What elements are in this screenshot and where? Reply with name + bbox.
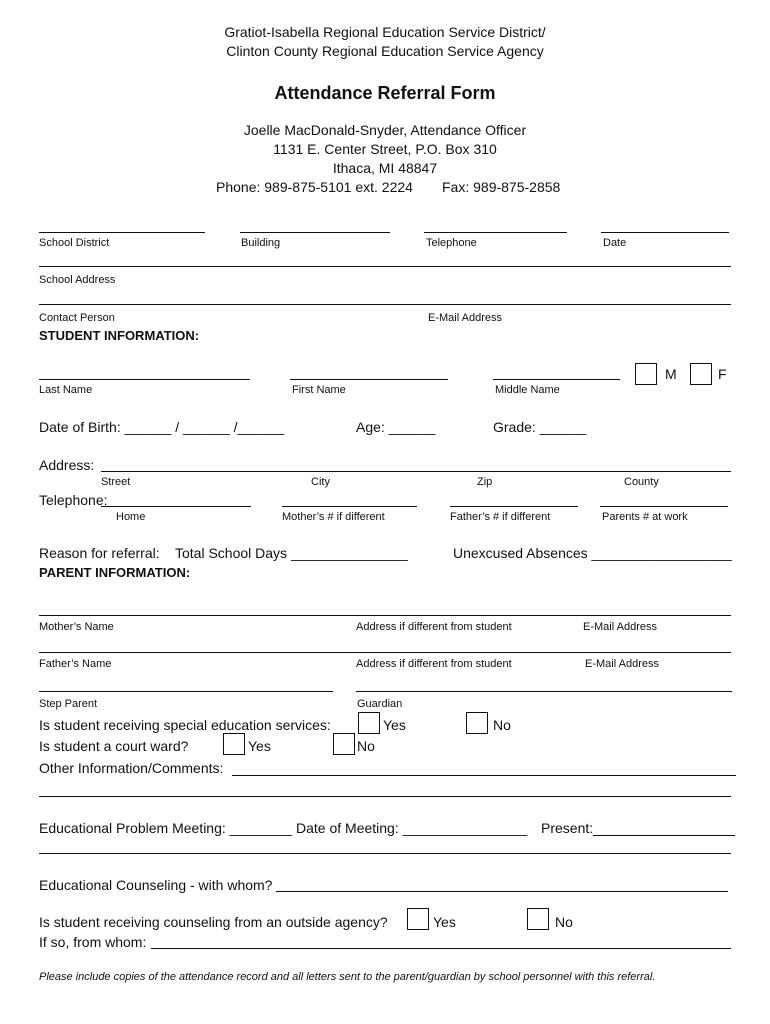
school-telephone-line[interactable] (424, 232, 567, 233)
contact-email-line[interactable] (39, 304, 731, 305)
officer-fax: Fax: 989-875-2858 (442, 179, 561, 195)
female-label: F (718, 366, 727, 382)
counseling-label: Educational Counseling - with whom? (39, 877, 273, 893)
reason-for-referral-label: Reason for referral: (39, 545, 160, 561)
grade-field[interactable]: Grade: ______ (493, 419, 587, 435)
father-row-line[interactable] (39, 652, 731, 653)
school-address-label: School Address (39, 274, 116, 286)
total-school-days-field[interactable]: Total School Days _______________ (175, 545, 408, 561)
from-whom-label: If so, from whom: (39, 934, 147, 950)
mother-address-label: Address if different from student (356, 621, 512, 633)
last-name-line[interactable] (39, 379, 250, 380)
school-address-line[interactable] (39, 266, 731, 267)
fathers-number-label: Father’s # if different (450, 511, 551, 523)
home-phone-line[interactable] (101, 506, 251, 507)
special-ed-yes-label: Yes (383, 717, 406, 733)
telephone-label: Telephone: (39, 492, 108, 508)
middle-name-line[interactable] (493, 379, 620, 380)
mother-row-line[interactable] (39, 615, 731, 616)
outside-agency-no-label: No (555, 914, 573, 930)
fathers-phone-line[interactable] (450, 506, 578, 507)
school-district-label: School District (39, 237, 110, 249)
court-ward-no-label: No (357, 738, 375, 754)
outside-agency-yes-label: Yes (433, 914, 456, 930)
parents-work-label: Parents # at work (602, 511, 688, 523)
father-email-label: E-Mail Address (585, 658, 659, 670)
student-address-line[interactable] (101, 471, 731, 472)
first-name-label: First Name (292, 384, 346, 396)
problem-meeting-field[interactable]: Educational Problem Meeting: ________ (39, 820, 292, 836)
fathers-name-label: Father’s Name (39, 658, 112, 670)
present-line[interactable] (593, 835, 735, 836)
date-line[interactable] (601, 232, 729, 233)
guardian-line[interactable] (356, 691, 732, 692)
special-ed-no-label: No (493, 717, 511, 733)
outside-agency-yes-checkbox[interactable] (407, 908, 429, 930)
mothers-number-label: Mother’s # if different (282, 511, 385, 523)
address-label: Address: (39, 457, 95, 473)
officer-street: 1131 E. Center Street, P.O. Box 310 (273, 141, 497, 157)
contact-email-label: E-Mail Address (428, 312, 502, 324)
special-ed-no-checkbox[interactable] (466, 712, 488, 734)
guardian-label: Guardian (357, 698, 403, 710)
age-field[interactable]: Age: ______ (356, 419, 436, 435)
mothers-phone-line[interactable] (282, 506, 417, 507)
outside-agency-no-checkbox[interactable] (527, 908, 549, 930)
city-label: City (311, 476, 330, 488)
court-ward-yes-label: Yes (248, 738, 271, 754)
form-title: Attendance Referral Form (274, 83, 496, 103)
male-label: M (665, 366, 677, 382)
date-of-meeting-field[interactable]: Date of Meeting: ________________ (296, 820, 528, 836)
other-info-label: Other Information/Comments: (39, 760, 224, 776)
officer-city: Ithaca, MI 48847 (332, 160, 438, 176)
parents-work-phone-line[interactable] (600, 506, 728, 507)
other-info-line-1[interactable] (232, 775, 736, 776)
unexcused-absences-field[interactable]: Unexcused Absences __________________ (453, 545, 732, 561)
footer-note: Please include copies of the attendance record and all letters sent to the parent/guardian by school personnel with this referral. (39, 971, 656, 983)
building-line[interactable] (240, 232, 390, 233)
contact-person-label: Contact Person (39, 312, 115, 324)
step-parent-line[interactable] (39, 691, 333, 692)
meeting-notes-line[interactable] (39, 853, 731, 854)
court-ward-no-checkbox[interactable] (333, 733, 355, 755)
date-label: Date (603, 237, 627, 249)
officer-phone: Phone: 989-875-5101 ext. 2224 (216, 179, 413, 195)
outside-agency-question: Is student receiving counseling from an outside agency? (39, 914, 388, 930)
counseling-line[interactable] (276, 891, 728, 892)
student-info-heading: STUDENT INFORMATION: (39, 328, 200, 343)
middle-name-label: Middle Name (495, 384, 560, 396)
zip-label: Zip (477, 476, 493, 488)
from-whom-line[interactable] (151, 948, 731, 949)
step-parent-label: Step Parent (39, 698, 98, 710)
father-address-label: Address if different from student (356, 658, 512, 670)
parent-info-heading: PARENT INFORMATION: (39, 565, 191, 580)
officer-name: Joelle MacDonald-Snyder, Attendance Officer (243, 122, 527, 138)
first-name-line[interactable] (290, 379, 448, 380)
building-label: Building (241, 237, 281, 249)
special-ed-yes-checkbox[interactable] (358, 712, 380, 734)
special-ed-question: Is student receiving special education services: (39, 717, 331, 733)
school-telephone-label: Telephone (426, 237, 477, 249)
agency-name-line1: Gratiot-Isabella Regional Education Service District/ (224, 24, 546, 40)
agency-name-line2: Clinton County Regional Education Service Agency (226, 43, 544, 59)
mothers-name-label: Mother’s Name (39, 621, 114, 633)
mother-email-label: E-Mail Address (583, 621, 657, 633)
court-ward-yes-checkbox[interactable] (223, 733, 245, 755)
home-label: Home (116, 511, 146, 523)
other-info-line-2[interactable] (39, 796, 731, 797)
female-checkbox[interactable] (690, 363, 712, 385)
date-of-birth-field[interactable]: Date of Birth: ______ / ______ /______ (39, 419, 285, 435)
school-district-line[interactable] (39, 232, 205, 233)
last-name-label: Last Name (39, 384, 93, 396)
court-ward-question: Is student a court ward? (39, 738, 189, 754)
male-checkbox[interactable] (635, 363, 657, 385)
street-label: Street (101, 476, 131, 488)
present-label: Present: (541, 820, 594, 836)
county-label: County (624, 476, 659, 488)
